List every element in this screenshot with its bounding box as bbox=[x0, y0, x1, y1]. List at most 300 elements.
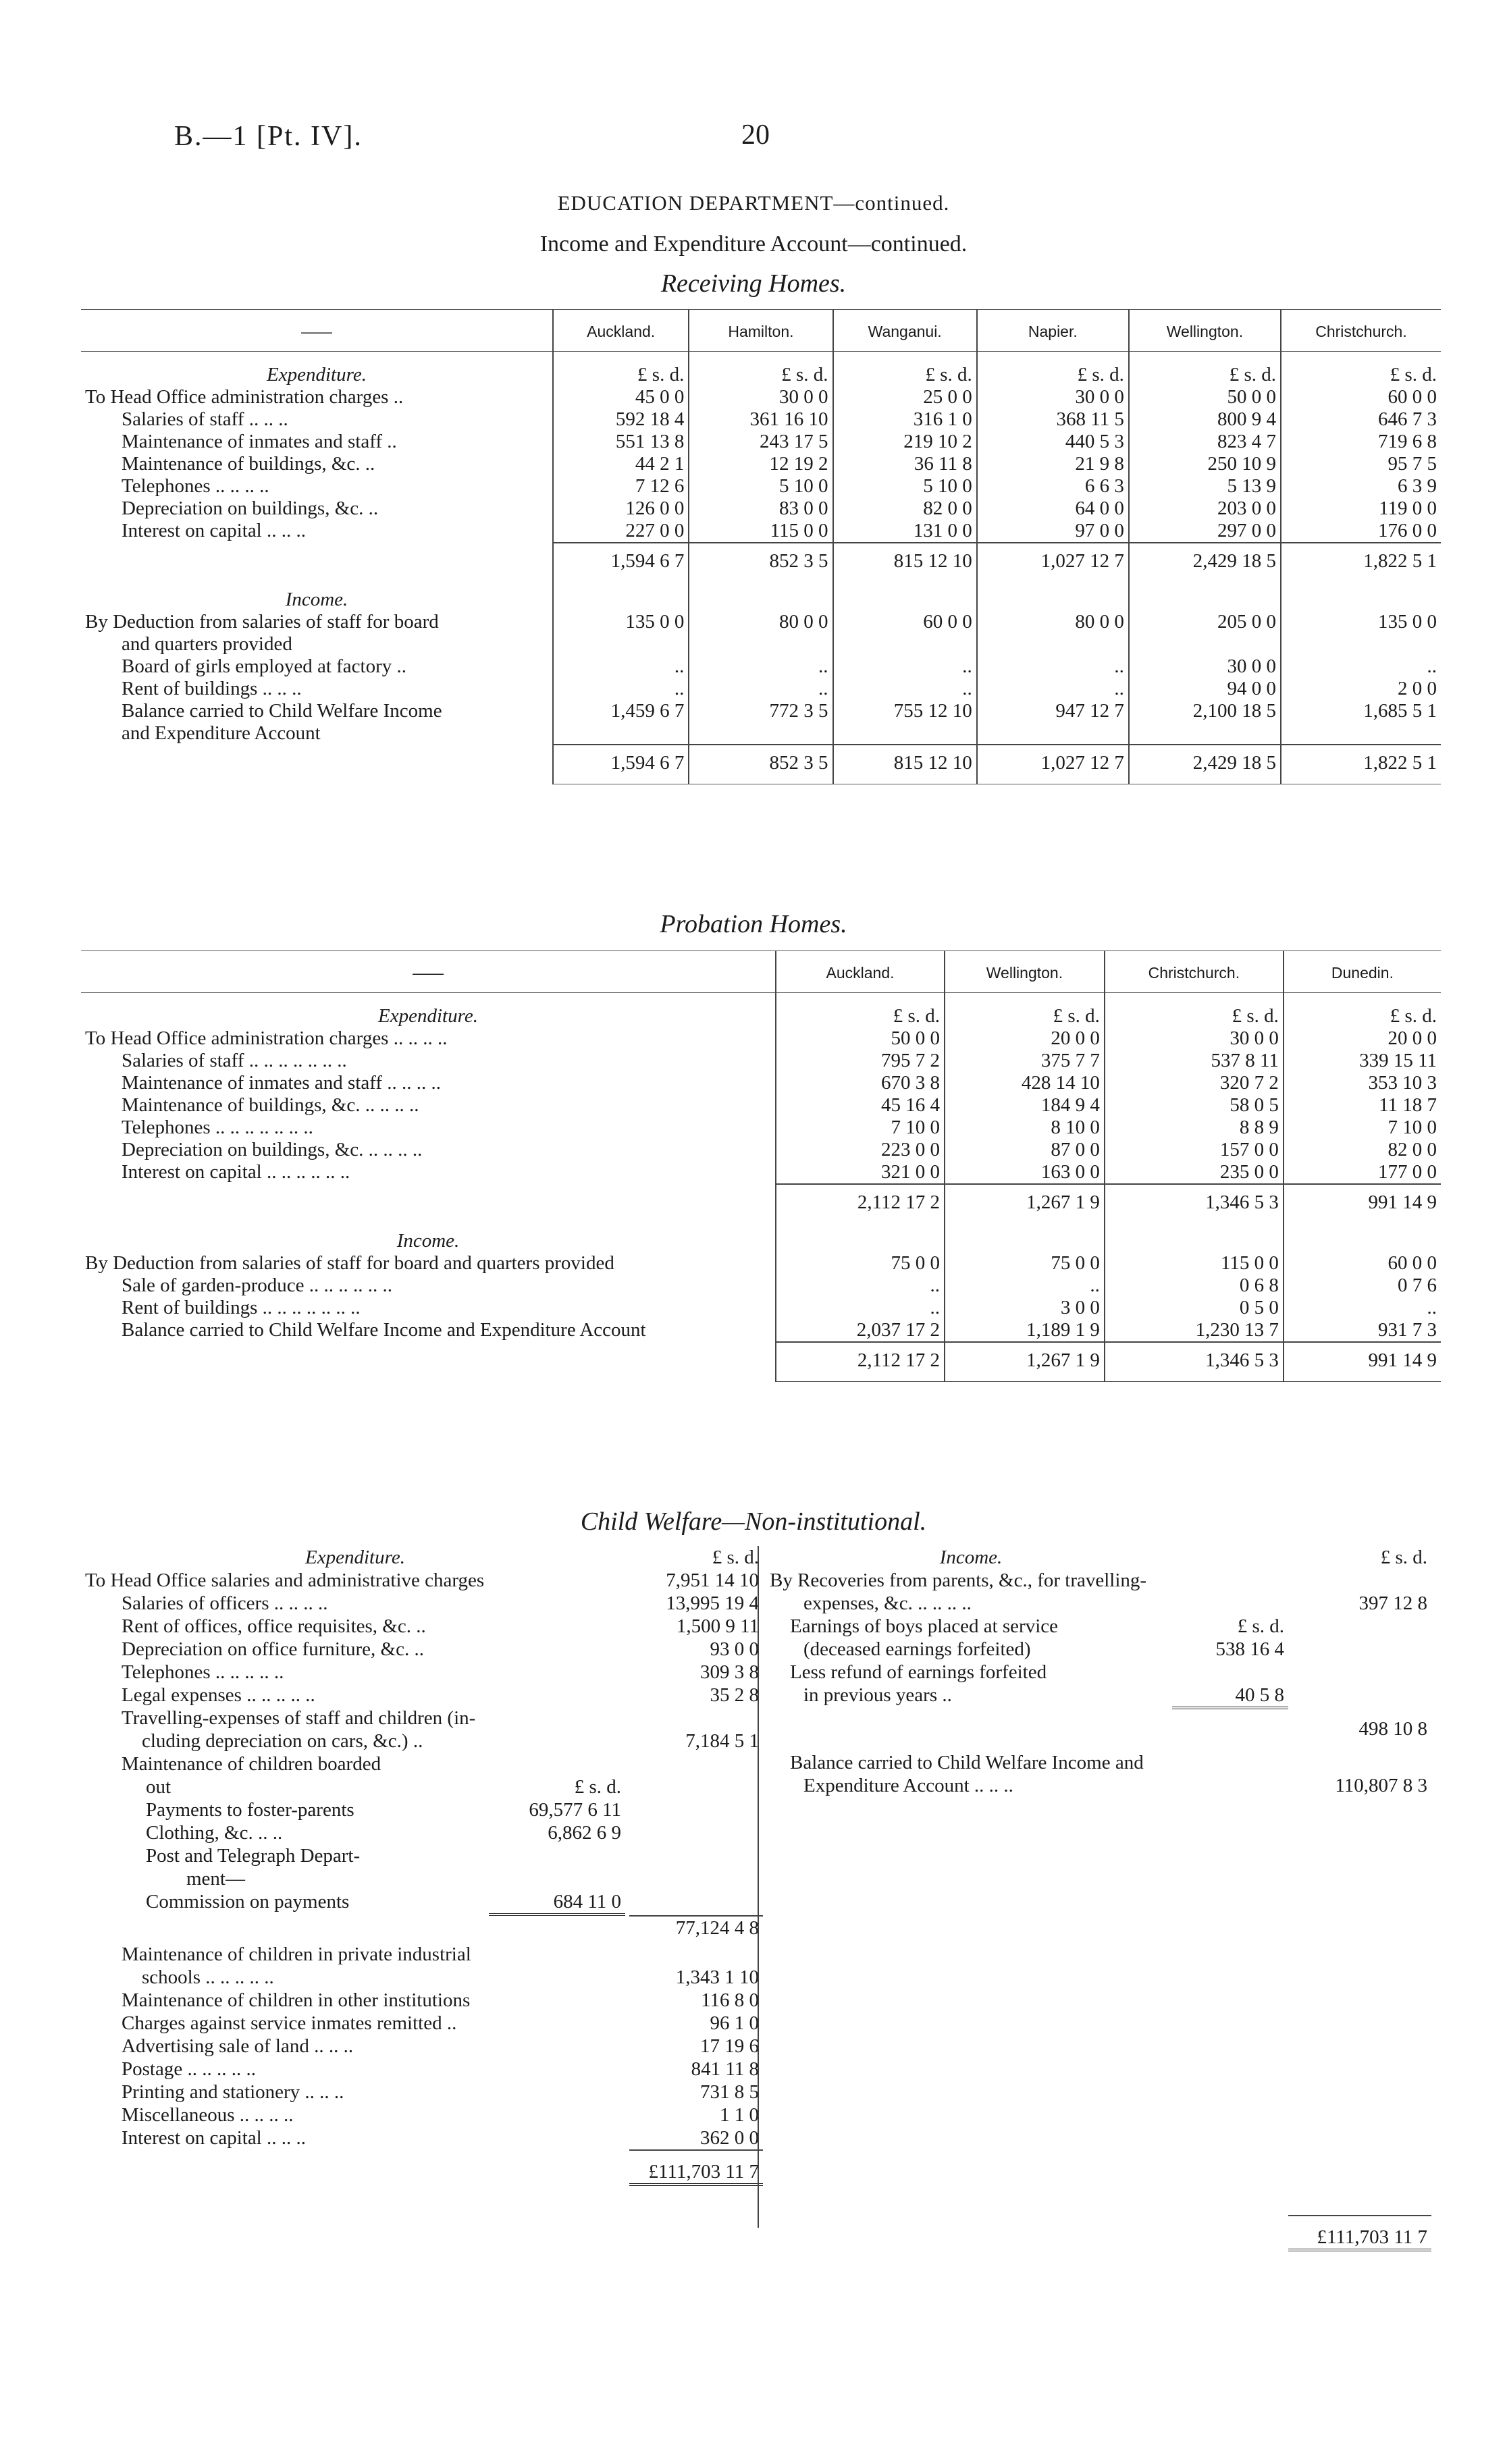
row-label: and Expenditure Account bbox=[122, 722, 321, 744]
amount-cell: 45 16 4 bbox=[776, 1094, 945, 1117]
row-label: Miscellaneous .. .. .. .. bbox=[122, 2104, 294, 2126]
amount-cell: 6 6 3 bbox=[977, 475, 1129, 498]
sub-amount: 538 16 4 bbox=[1215, 1638, 1284, 1660]
amount-cell: 309 3 8 bbox=[700, 1661, 759, 1683]
income-total: 2,429 18 5 bbox=[1129, 745, 1281, 784]
expenditure-total: 1,267 1 9 bbox=[945, 1184, 1105, 1223]
row-label: Interest on capital .. .. .. .. .. .. bbox=[122, 1161, 350, 1183]
amount-cell: 163 0 0 bbox=[945, 1161, 1105, 1184]
table-row bbox=[81, 1139, 1441, 1161]
row-label: Maintenance of inmates and staff .. bbox=[122, 431, 397, 452]
list-item bbox=[81, 1752, 763, 1775]
list-item bbox=[81, 2012, 763, 2035]
column-header-blank: —— bbox=[81, 310, 553, 352]
amount-cell: 75 0 0 bbox=[945, 1252, 1105, 1275]
list-item bbox=[85, 1775, 625, 1798]
expenditure-heading: Expenditure. bbox=[378, 1005, 478, 1027]
amount-cell: 94 0 0 bbox=[1129, 678, 1281, 700]
row-label: Balance carried to Child Welfare Income bbox=[122, 700, 442, 722]
welfare-divider bbox=[758, 1546, 759, 2228]
row-label: and quarters provided bbox=[122, 633, 292, 655]
sub-amount bbox=[1172, 1569, 1288, 1592]
amount-cell: 362 0 0 bbox=[700, 2127, 759, 2149]
list-item bbox=[81, 1684, 763, 1707]
amount-cell: 316 1 0 bbox=[833, 408, 977, 431]
expenditure-total: 1,027 12 7 bbox=[977, 543, 1129, 582]
expenditure-total: 1,822 5 1 bbox=[1281, 543, 1441, 582]
amount-cell bbox=[1288, 1661, 1431, 1684]
spacer-cell bbox=[770, 1740, 1172, 1751]
table-row bbox=[81, 453, 1441, 475]
amount-cell: 135 0 0 bbox=[1281, 611, 1441, 633]
amount-cell: 8 10 0 bbox=[945, 1117, 1105, 1139]
spacer-cell bbox=[1172, 1546, 1288, 1569]
currency-unit: £ s. d. bbox=[1284, 993, 1441, 1028]
amount-cell: 96 1 0 bbox=[710, 2012, 759, 2034]
amount-cell: 243 17 5 bbox=[689, 431, 832, 453]
amount-cell: 75 0 0 bbox=[776, 1252, 945, 1275]
amount-cell: 131 0 0 bbox=[833, 520, 977, 543]
currency-unit: £ s. d. bbox=[712, 1547, 759, 1568]
column-header: Wellington. bbox=[945, 951, 1105, 993]
row-label: Rent of buildings .. .. .. bbox=[122, 678, 302, 699]
amount-cell bbox=[1288, 1684, 1431, 1708]
amount-cell: 755 12 10 bbox=[833, 700, 977, 722]
row-label: Less refund of earnings forfeited bbox=[790, 1661, 1047, 1683]
table-row bbox=[81, 1297, 1441, 1319]
amount-cell bbox=[1129, 633, 1281, 655]
net-earnings: 498 10 8 bbox=[1358, 1718, 1427, 1740]
currency-unit: £ s. d. bbox=[1281, 352, 1441, 387]
amount-cell bbox=[489, 1867, 625, 1890]
amount-cell bbox=[629, 1943, 763, 1966]
list-item bbox=[770, 1615, 1431, 1638]
table-row bbox=[81, 1027, 1441, 1050]
row-label: Maintenance of children boarded bbox=[122, 1753, 381, 1775]
table-row bbox=[81, 475, 1441, 498]
amount-cell: .. bbox=[977, 655, 1129, 678]
list-item bbox=[81, 2081, 763, 2104]
spacer-cell bbox=[81, 1916, 629, 1943]
row-label: To Head Office salaries and administrative charges bbox=[85, 1570, 485, 1591]
amount-cell: 551 13 8 bbox=[553, 431, 689, 453]
amount-cell: .. bbox=[945, 1275, 1105, 1297]
row-label: out bbox=[146, 1776, 171, 1798]
amount-cell bbox=[689, 633, 832, 655]
row-label: Sale of garden-produce .. .. .. .. .. .. bbox=[122, 1275, 393, 1296]
amount-cell: .. bbox=[1281, 655, 1441, 678]
currency-unit: £ s. d. bbox=[1105, 993, 1284, 1028]
table-row bbox=[81, 722, 1441, 745]
amount-cell: 1,459 6 7 bbox=[553, 700, 689, 722]
row-label: Interest on capital .. .. .. bbox=[122, 520, 306, 541]
amount-cell: 684 11 0 bbox=[489, 1890, 625, 1914]
row-label: ment— bbox=[186, 1868, 245, 1890]
amount-cell: 110,807 8 3 bbox=[1335, 1775, 1427, 1796]
table-row bbox=[81, 655, 1441, 678]
amount-cell: 2,037 17 2 bbox=[776, 1319, 945, 1342]
list-item bbox=[81, 1916, 763, 1943]
welfare-income bbox=[770, 1546, 1431, 2251]
spacer-cell bbox=[833, 582, 977, 611]
amount-cell: 60 0 0 bbox=[833, 611, 977, 633]
amount-cell bbox=[1281, 722, 1441, 745]
amount-cell: 537 8 11 bbox=[1105, 1050, 1284, 1072]
amount-cell: 7,951 14 10 bbox=[666, 1570, 759, 1591]
amount-cell bbox=[1281, 633, 1441, 655]
spacer-cell bbox=[770, 1708, 1172, 1740]
column-header: Napier. bbox=[977, 310, 1129, 352]
amount-cell: 82 0 0 bbox=[833, 498, 977, 520]
income-total: 1,267 1 9 bbox=[945, 1342, 1105, 1382]
amount-cell: 397 12 8 bbox=[1358, 1592, 1427, 1614]
list-item bbox=[81, 2104, 763, 2126]
amount-cell: 12 19 2 bbox=[689, 453, 832, 475]
row-label: cluding depreciation on cars, &c.) .. bbox=[142, 1730, 423, 1752]
amount-cell: 250 10 9 bbox=[1129, 453, 1281, 475]
list-item bbox=[81, 1638, 763, 1661]
amount-cell: 177 0 0 bbox=[1284, 1161, 1441, 1184]
income-heading: Income. bbox=[285, 589, 348, 610]
list-item bbox=[81, 2150, 763, 2185]
amount-cell: .. bbox=[977, 678, 1129, 700]
list-item bbox=[81, 1966, 763, 1989]
currency-unit: £ s. d. bbox=[1380, 1547, 1427, 1568]
amount-cell bbox=[689, 722, 832, 745]
amount-cell bbox=[1288, 1751, 1431, 1774]
income-total: 1,822 5 1 bbox=[1281, 745, 1441, 784]
amount-cell: 1,685 5 1 bbox=[1281, 700, 1441, 722]
list-item bbox=[81, 1661, 763, 1684]
amount-cell: 719 6 8 bbox=[1281, 431, 1441, 453]
column-header: Dunedin. bbox=[1284, 951, 1441, 993]
row-label: Maintenance of buildings, &c. .. .. .. .. bbox=[122, 1094, 419, 1116]
amount-cell: 126 0 0 bbox=[553, 498, 689, 520]
amount-cell: 235 0 0 bbox=[1105, 1161, 1284, 1184]
table-row bbox=[81, 633, 1441, 655]
row-label: Printing and stationery .. .. .. bbox=[122, 2081, 344, 2103]
amount-cell: 176 0 0 bbox=[1281, 520, 1441, 543]
row-label: Maintenance of children in private industrial bbox=[122, 1944, 471, 1965]
amount-cell: 321 0 0 bbox=[776, 1161, 945, 1184]
spacer-cell bbox=[689, 582, 832, 611]
amount-cell: 375 7 7 bbox=[945, 1050, 1105, 1072]
amount-cell: 223 0 0 bbox=[776, 1139, 945, 1161]
spacer-cell bbox=[1284, 1223, 1441, 1252]
expenditure-total: 1,346 5 3 bbox=[1105, 1184, 1284, 1223]
amount-cell: 157 0 0 bbox=[1105, 1139, 1284, 1161]
amount-cell: 7 10 0 bbox=[776, 1117, 945, 1139]
amount-cell: 0 5 0 bbox=[1105, 1297, 1284, 1319]
amount-cell: .. bbox=[1284, 1297, 1441, 1319]
amount-cell: 2,100 18 5 bbox=[1129, 700, 1281, 722]
amount-cell: 116 8 0 bbox=[701, 1989, 759, 2011]
amount-cell: 82 0 0 bbox=[1284, 1139, 1441, 1161]
table-row bbox=[81, 1252, 1441, 1275]
row-label: in previous years .. bbox=[803, 1684, 952, 1706]
amount-cell: 50 0 0 bbox=[1129, 386, 1281, 408]
amount-cell: 95 7 5 bbox=[1281, 453, 1441, 475]
row-label: (deceased earnings forfeited) bbox=[803, 1638, 1031, 1660]
list-item bbox=[770, 1592, 1431, 1615]
row-label: Telephones .. .. .. .. .. bbox=[122, 1661, 284, 1683]
amount-cell: 795 7 2 bbox=[776, 1050, 945, 1072]
amount-cell bbox=[977, 722, 1129, 745]
expenditure-total: 2,112 17 2 bbox=[776, 1184, 945, 1223]
amount-cell: 35 2 8 bbox=[710, 1684, 759, 1706]
amount-cell: .. bbox=[689, 655, 832, 678]
amount-cell: 5 10 0 bbox=[833, 475, 977, 498]
spacer-cell bbox=[770, 1797, 1288, 2216]
amount-cell: 203 0 0 bbox=[1129, 498, 1281, 520]
welfare-expenditure bbox=[81, 1546, 763, 2186]
sub-amount bbox=[1172, 1592, 1288, 1615]
amount-cell: 772 3 5 bbox=[689, 700, 832, 722]
row-label: Depreciation on office furniture, &c. .. bbox=[122, 1638, 424, 1660]
currency-unit: £ s. d. bbox=[833, 352, 977, 387]
amount-cell: 339 15 11 bbox=[1284, 1050, 1441, 1072]
spacer-cell bbox=[81, 2150, 629, 2185]
row-label: To Head Office administration charges .. .. .. .. bbox=[85, 1027, 448, 1049]
total-spacer bbox=[81, 1184, 776, 1223]
amount-cell: 20 0 0 bbox=[945, 1027, 1105, 1050]
table-row bbox=[81, 678, 1441, 700]
document-reference: B.—1 [Pt. IV]. bbox=[174, 121, 363, 152]
row-label: Telephones .. .. .. .. .. .. .. bbox=[122, 1117, 313, 1138]
income-total: 1,346 5 3 bbox=[1105, 1342, 1284, 1382]
income-heading: Income. bbox=[396, 1230, 460, 1252]
amount-cell: 800 9 4 bbox=[1129, 408, 1281, 431]
amount-cell: 0 6 8 bbox=[1105, 1275, 1284, 1297]
amount-cell: .. bbox=[833, 655, 977, 678]
amount-cell bbox=[977, 633, 1129, 655]
list-item bbox=[770, 1569, 1431, 1592]
amount-cell: 20 0 0 bbox=[1284, 1027, 1441, 1050]
amount-cell: 30 0 0 bbox=[977, 386, 1129, 408]
amount-cell: 227 0 0 bbox=[553, 520, 689, 543]
spacer-cell bbox=[629, 1775, 763, 1916]
list-item bbox=[770, 1774, 1431, 1797]
amount-cell: 297 0 0 bbox=[1129, 520, 1281, 543]
table-row bbox=[81, 1161, 1441, 1184]
row-label: Board of girls employed at factory .. bbox=[122, 655, 406, 677]
table-row bbox=[81, 498, 1441, 520]
amount-cell: 93 0 0 bbox=[710, 1638, 759, 1660]
row-label: expenses, &c. .. .. .. .. bbox=[803, 1592, 972, 1614]
amount-cell: .. bbox=[553, 655, 689, 678]
row-label: Salaries of staff .. .. .. .. .. .. .. bbox=[122, 1050, 347, 1071]
row-label: Balance carried to Child Welfare Income and bbox=[790, 1752, 1144, 1773]
amount-cell: 5 13 9 bbox=[1129, 475, 1281, 498]
department-title: EDUCATION DEPARTMENT—continued. bbox=[557, 191, 950, 215]
probation-homes-table bbox=[81, 950, 1441, 1382]
list-item bbox=[85, 1798, 625, 1821]
amount-cell: 60 0 0 bbox=[1284, 1252, 1441, 1275]
expenditure-heading: Expenditure. bbox=[267, 364, 367, 385]
amount-cell: .. bbox=[553, 678, 689, 700]
row-label: Balance carried to Child Welfare Income and Expenditure Account bbox=[122, 1319, 646, 1341]
amount-cell: 30 0 0 bbox=[1105, 1027, 1284, 1050]
table-row bbox=[81, 1050, 1441, 1072]
receiving-homes-title: Receiving Homes. bbox=[660, 269, 847, 298]
amount-cell: 731 8 5 bbox=[700, 2081, 759, 2103]
row-label: Legal expenses .. .. .. .. .. bbox=[122, 1684, 315, 1706]
row-label: Earnings of boys placed at service bbox=[790, 1615, 1058, 1637]
table-row bbox=[81, 611, 1441, 633]
row-label: Interest on capital .. .. .. bbox=[122, 2127, 306, 2149]
amount-cell: 135 0 0 bbox=[553, 611, 689, 633]
amount-cell: 184 9 4 bbox=[945, 1094, 1105, 1117]
amount-cell: 44 2 1 bbox=[553, 453, 689, 475]
table-row bbox=[81, 1072, 1441, 1094]
column-header: Auckland. bbox=[553, 310, 689, 352]
amount-cell: 69,577 6 11 bbox=[529, 1799, 621, 1821]
list-item bbox=[81, 1989, 763, 2012]
probation-homes-title: Probation Homes. bbox=[660, 910, 847, 938]
amount-cell: 823 4 7 bbox=[1129, 431, 1281, 453]
receiving-homes-table bbox=[81, 309, 1441, 784]
table-row bbox=[81, 1094, 1441, 1117]
amount-cell: 11 18 7 bbox=[1284, 1094, 1441, 1117]
total-spacer bbox=[81, 543, 553, 582]
row-label: Maintenance of buildings, &c. .. bbox=[122, 453, 375, 475]
table-row bbox=[81, 408, 1441, 431]
amount-cell bbox=[629, 1752, 763, 1775]
column-header: Auckland. bbox=[776, 951, 945, 993]
maintenance-subtable bbox=[81, 1775, 629, 1916]
amount-cell: 219 10 2 bbox=[833, 431, 977, 453]
list-item bbox=[85, 1844, 625, 1867]
total-spacer bbox=[81, 745, 553, 784]
table-row bbox=[81, 700, 1441, 722]
amount-cell: 30 0 0 bbox=[689, 386, 832, 408]
list-item bbox=[81, 1943, 763, 1966]
amount-cell: £ s. d. bbox=[574, 1776, 621, 1798]
spacer-cell bbox=[1288, 1797, 1431, 2216]
amount-cell bbox=[833, 722, 977, 745]
list-item bbox=[85, 1867, 625, 1890]
amount-cell: 77,124 4 8 bbox=[629, 1916, 763, 1943]
table-row bbox=[81, 431, 1441, 453]
list-item bbox=[770, 1751, 1431, 1774]
list-item bbox=[81, 1707, 763, 1730]
row-label: Rent of offices, office requisites, &c. .. bbox=[122, 1615, 426, 1637]
amount-cell: 119 0 0 bbox=[1281, 498, 1441, 520]
list-item bbox=[81, 2058, 763, 2081]
spacer-cell bbox=[553, 582, 689, 611]
amount-cell: 83 0 0 bbox=[689, 498, 832, 520]
row-label: Post and Telegraph Depart- bbox=[146, 1845, 361, 1867]
amount-cell bbox=[1288, 1638, 1431, 1661]
currency-unit: £ s. d. bbox=[977, 352, 1129, 387]
expenditure-total: 815 12 10 bbox=[833, 543, 977, 582]
expenditure-total: 852 3 5 bbox=[689, 543, 832, 582]
column-header-blank: —— bbox=[81, 951, 776, 993]
table-row bbox=[81, 1117, 1441, 1139]
amount-cell: 80 0 0 bbox=[689, 611, 832, 633]
amount-cell: 592 18 4 bbox=[553, 408, 689, 431]
income-total: 991 14 9 bbox=[1284, 1342, 1441, 1382]
amount-cell: 361 16 10 bbox=[689, 408, 832, 431]
row-label: schools .. .. .. .. .. bbox=[142, 1966, 274, 1988]
amount-cell: 1,230 13 7 bbox=[1105, 1319, 1284, 1342]
amount-cell: .. bbox=[776, 1297, 945, 1319]
amount-cell: 368 11 5 bbox=[977, 408, 1129, 431]
row-label: Travelling-expenses of staff and children (in- bbox=[122, 1707, 476, 1729]
amount-cell: 97 0 0 bbox=[977, 520, 1129, 543]
list-item bbox=[81, 1615, 763, 1638]
currency-unit: £ s. d. bbox=[776, 993, 945, 1028]
income-total: £111,703 11 7 bbox=[1288, 2216, 1431, 2250]
amount-cell: 64 0 0 bbox=[977, 498, 1129, 520]
sub-amount bbox=[1172, 1661, 1288, 1684]
amount-cell bbox=[1288, 1569, 1431, 1592]
list-item bbox=[85, 1821, 625, 1844]
row-label: Rent of buildings .. .. .. .. .. .. .. bbox=[122, 1297, 361, 1318]
child-welfare-title: Child Welfare—Non-institutional. bbox=[580, 1507, 927, 1536]
list-item bbox=[81, 1569, 763, 1592]
row-label: Advertising sale of land .. .. .. bbox=[122, 2035, 354, 2057]
table-row bbox=[81, 1319, 1441, 1342]
list-item bbox=[85, 1890, 625, 1914]
row-label: Maintenance of children in other institutions bbox=[122, 1989, 471, 2011]
amount-cell: 7 10 0 bbox=[1284, 1117, 1441, 1139]
row-label: By Recoveries from parents, &c., for travelling- bbox=[770, 1570, 1147, 1591]
amount-cell: 440 5 3 bbox=[977, 431, 1129, 453]
row-label: By Deduction from salaries of staff for board bbox=[85, 611, 439, 633]
page-number: 20 bbox=[741, 119, 770, 151]
row-label: Postage .. .. .. .. .. bbox=[122, 2058, 256, 2080]
amount-cell: 3 0 0 bbox=[945, 1297, 1105, 1319]
column-header: Christchurch. bbox=[1105, 951, 1284, 993]
row-label: By Deduction from salaries of staff for board and quarters provided bbox=[85, 1252, 614, 1274]
amount-cell: 931 7 3 bbox=[1284, 1319, 1441, 1342]
table-row bbox=[81, 520, 1441, 543]
column-header: Wellington. bbox=[1129, 310, 1281, 352]
currency-unit: £ s. d. bbox=[553, 352, 689, 387]
table-row bbox=[81, 386, 1441, 408]
amount-cell: 6 3 9 bbox=[1281, 475, 1441, 498]
amount-cell: 13,995 19 4 bbox=[666, 1592, 759, 1614]
column-header: Hamilton. bbox=[689, 310, 832, 352]
list-item bbox=[81, 1730, 763, 1752]
amount-cell: 45 0 0 bbox=[553, 386, 689, 408]
expenditure-heading: Expenditure. bbox=[305, 1547, 405, 1568]
column-header: Wanganui. bbox=[833, 310, 977, 352]
amount-cell bbox=[833, 633, 977, 655]
row-label: Commission on payments bbox=[146, 1891, 350, 1912]
amount-cell: 60 0 0 bbox=[1281, 386, 1441, 408]
list-item bbox=[770, 1684, 1431, 1708]
currency-unit: £ s. d. bbox=[1129, 352, 1281, 387]
amount-cell: 7,184 5 1 bbox=[685, 1730, 759, 1752]
income-total: 1,594 6 7 bbox=[553, 745, 689, 784]
amount-cell: 670 3 8 bbox=[776, 1072, 945, 1094]
amount-cell: 2 0 0 bbox=[1281, 678, 1441, 700]
spacer-cell bbox=[977, 582, 1129, 611]
amount-cell: 58 0 5 bbox=[1105, 1094, 1284, 1117]
row-label: Salaries of staff .. .. .. bbox=[122, 408, 288, 430]
list-item bbox=[81, 2126, 763, 2150]
amount-cell bbox=[629, 1707, 763, 1730]
amount-cell: .. bbox=[689, 678, 832, 700]
income-total: 1,027 12 7 bbox=[977, 745, 1129, 784]
amount-cell: .. bbox=[776, 1275, 945, 1297]
list-item bbox=[81, 1592, 763, 1615]
spacer-cell bbox=[945, 1223, 1105, 1252]
amount-cell: 428 14 10 bbox=[945, 1072, 1105, 1094]
income-heading: Income. bbox=[939, 1547, 1003, 1568]
